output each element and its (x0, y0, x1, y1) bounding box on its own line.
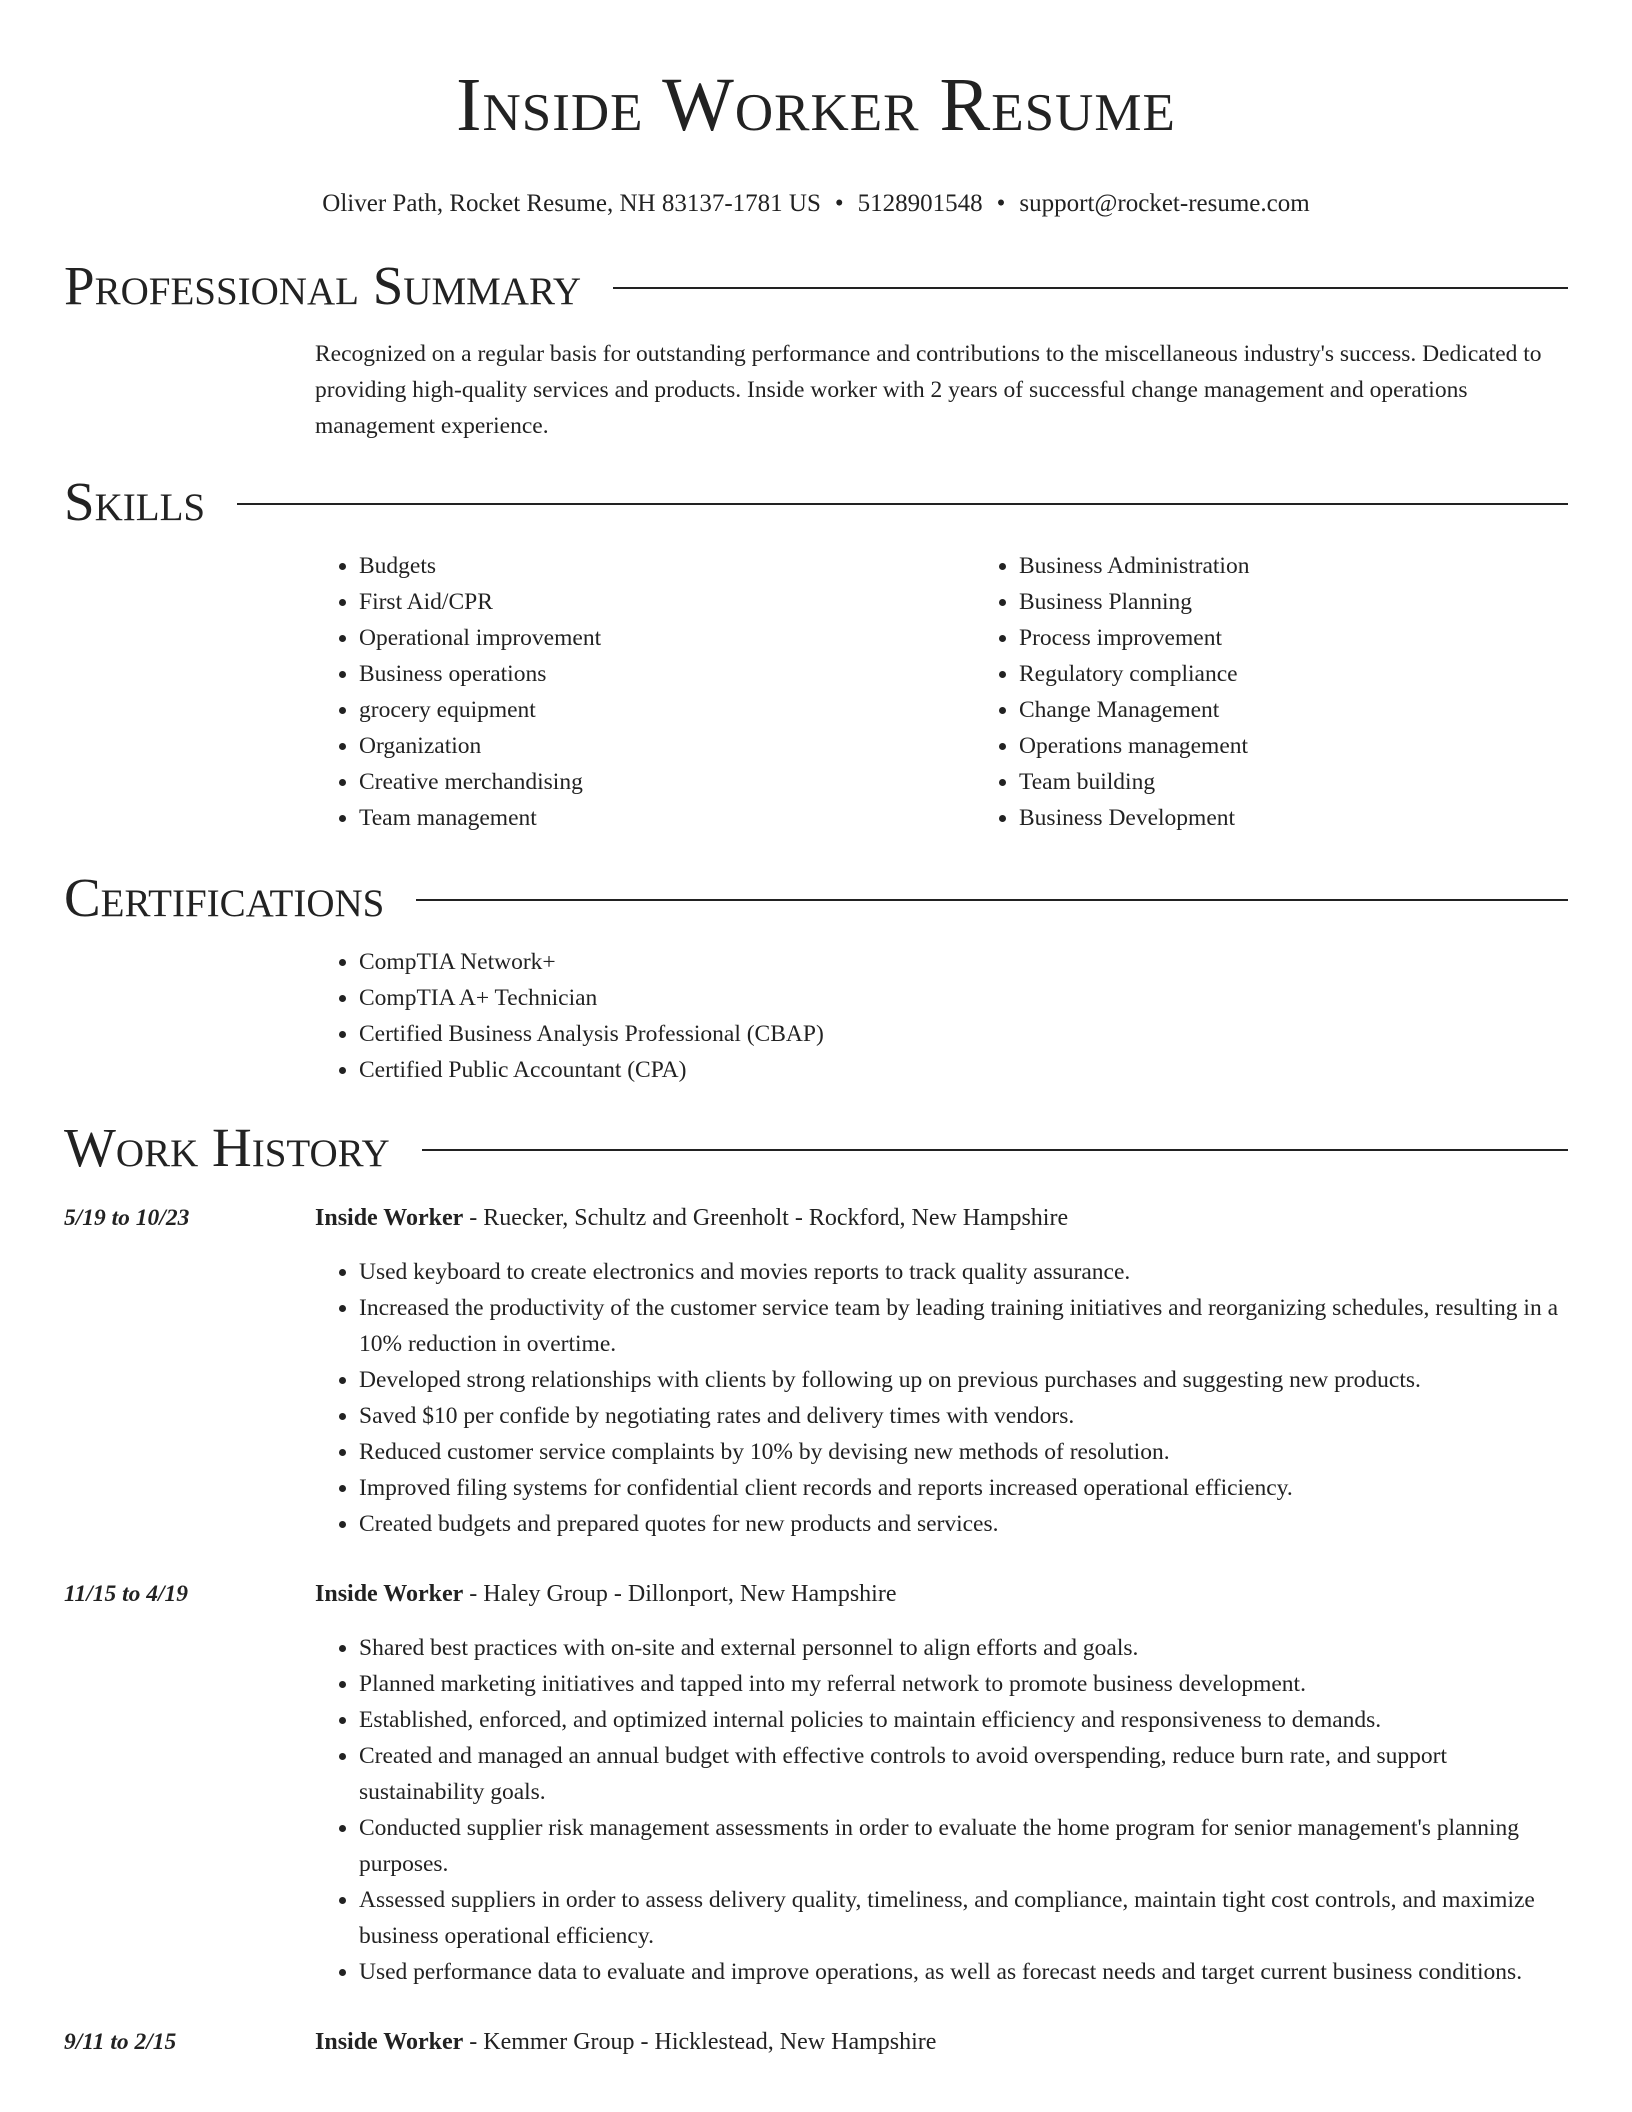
job-bullet: • Developed strong relationships with clients by following up on previous purchases and suggesting new products. (359, 1362, 1568, 1398)
summary-text: Recognized on a regular basis for outstanding performance and contributions to the miscellaneous industry's success. Dedicated to providing high-quality services and products. Inside worker with 2 years of successful change management and operations management experience. (315, 341, 1542, 439)
certification-item: • Certified Business Analysis Professional (CBAP) (359, 1016, 1568, 1052)
skill-item: • Business Planning (1019, 584, 1632, 620)
job-entry (64, 1576, 1568, 1990)
skill-item: • Business Development (1019, 800, 1632, 836)
contact-separator: • (996, 190, 1006, 217)
skill-item: • Change Management (1019, 692, 1632, 728)
job-header (315, 1200, 1568, 1236)
job-header (315, 1576, 1568, 1612)
contact-phone: 5128901548 (857, 190, 983, 217)
resume-title: Inside Worker Resume (456, 63, 1176, 147)
job-bullet: • Assessed suppliers in order to assess delivery quality, timeliness, and compliance, maintain tight cost controls, and maximize business operational efficiency. (359, 1882, 1568, 1954)
job-bullet: • Established, enforced, and optimized internal policies to maintain efficiency and responsiveness to demands. (359, 1702, 1568, 1738)
job-bullet: • Used keyboard to create electronics and movies reports to track quality assurance. (359, 1254, 1568, 1290)
contact-address: Oliver Path, Rocket Resume, NH 83137-1781 US (322, 190, 821, 217)
skill-item: • Creative merchandising (359, 764, 975, 800)
summary-heading: Professional Summary (64, 255, 582, 316)
section-header (64, 470, 1568, 534)
skills-body (315, 548, 1568, 836)
section-divider (613, 287, 1568, 289)
skill-item: • Regulatory compliance (1019, 656, 1632, 692)
job-bullet: • Shared best practices with on-site and external personnel to align efforts and goals. (359, 1630, 1568, 1666)
job-bullet: • Created and managed an annual budget with effective controls to avoid overspending, reduce burn rate, and support sustainability goals. (359, 1738, 1568, 1810)
skill-item: • Team management (359, 800, 975, 836)
skills-grid (315, 548, 1568, 836)
certification-item: • Certified Public Accountant (CPA) (359, 1052, 1568, 1088)
section-divider (416, 899, 1568, 901)
job-bullets (315, 1630, 1568, 1990)
job-bullets (315, 1254, 1568, 1542)
skill-item: • Organization (359, 728, 975, 764)
certifications-section (64, 866, 1568, 1088)
skills-list-right (975, 548, 1632, 836)
skill-item: • grocery equipment (359, 692, 975, 728)
certifications-heading: Certifications (64, 867, 385, 928)
job-entry (64, 1200, 1568, 1542)
job-bullet: • Conducted supplier risk management assessments in order to evaluate the home program for senior management's planning purposes. (359, 1810, 1568, 1882)
job-role: Inside Worker (315, 1205, 464, 1231)
job-dates: 11/15 to 4/19 (64, 1581, 189, 1607)
skill-item: • Business operations (359, 656, 975, 692)
certification-item: • CompTIA A+ Technician (359, 980, 1568, 1016)
skill-item: • Process improvement (1019, 620, 1632, 656)
job-bullet: • Planned marketing initiatives and tapped into my referral network to promote business development. (359, 1666, 1568, 1702)
job-bullet: • Created budgets and prepared quotes for new products and services. (359, 1506, 1568, 1542)
job-dates: 5/19 to 10/23 (64, 1205, 190, 1231)
job-bullet: • Improved filing systems for confidential client records and reports increased operational efficiency. (359, 1470, 1568, 1506)
contact-line (64, 188, 1568, 220)
job-bullet: • Saved $10 per confide by negotiating rates and delivery times with vendors. (359, 1398, 1568, 1434)
job-details: - Kemmer Group - Hicklestead, New Hampshire (463, 2029, 937, 2055)
certifications-list (315, 944, 1568, 1088)
certifications-body (315, 944, 1568, 1088)
skills-heading: Skills (64, 471, 206, 532)
job-main (315, 1200, 1568, 1542)
summary-section (64, 254, 1568, 444)
certification-item: • CompTIA Network+ (359, 944, 1568, 980)
section-divider (422, 1149, 1568, 1151)
work-history-heading: Work History (64, 1117, 390, 1178)
job-main (315, 1576, 1568, 1990)
section-header (64, 1116, 1568, 1180)
job-details: - Ruecker, Schultz and Greenholt - Rockford, New Hampshire (463, 1205, 1069, 1231)
contact-email: support@rocket-resume.com (1019, 190, 1310, 217)
job-dates: 9/11 to 2/15 (64, 2029, 177, 2055)
skill-item: • Operational improvement (359, 620, 975, 656)
section-header (64, 254, 1568, 318)
job-main (315, 2024, 1568, 2060)
work-history-section (64, 1116, 1568, 2060)
summary-body (315, 336, 1568, 444)
job-entry (64, 2024, 1568, 2060)
job-bullet: • Used performance data to evaluate and improve operations, as well as forecast needs and target current business conditions. (359, 1954, 1568, 1990)
skill-item: • First Aid/CPR (359, 584, 975, 620)
job-details: - Haley Group - Dillonport, New Hampshire (463, 1581, 897, 1607)
skill-item: • Team building (1019, 764, 1632, 800)
job-bullet: • Reduced customer service complaints by 10% by devising new methods of resolution. (359, 1434, 1568, 1470)
job-role: Inside Worker (315, 2029, 464, 2055)
job-role: Inside Worker (315, 1581, 464, 1607)
section-divider (237, 503, 1568, 505)
skill-item: • Operations management (1019, 728, 1632, 764)
skills-list-left (315, 548, 975, 836)
contact-separator: • (834, 190, 844, 217)
skills-section (64, 470, 1568, 836)
section-header (64, 866, 1568, 930)
skill-item: • Business Administration (1019, 548, 1632, 584)
job-header (315, 2024, 1568, 2060)
job-bullet: • Increased the productivity of the customer service team by leading training initiatives and reorganizing schedules, resulting in a 10% reduction in overtime. (359, 1290, 1568, 1362)
skill-item: • Budgets (359, 548, 975, 584)
